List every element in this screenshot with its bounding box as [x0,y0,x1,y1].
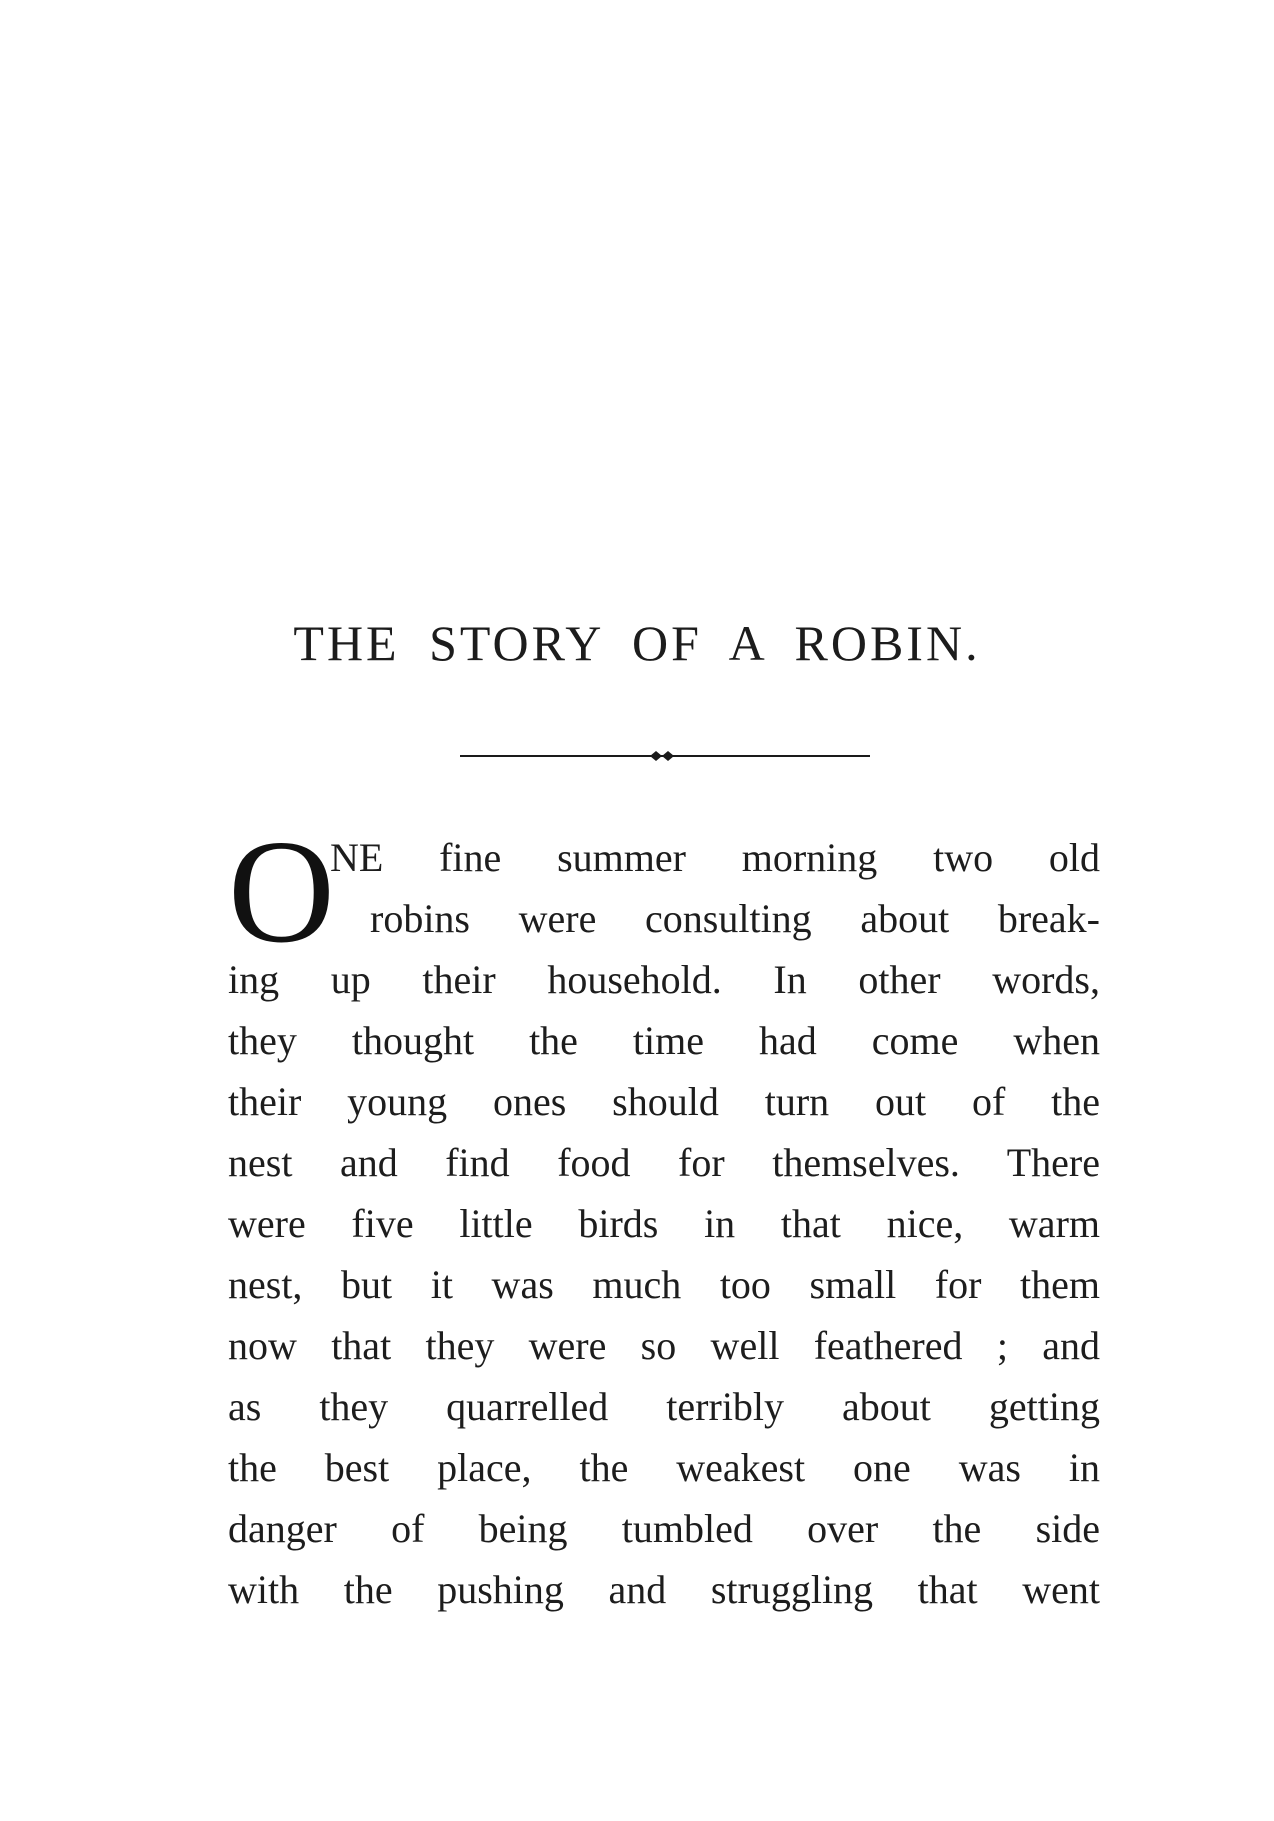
text-line-13: with the pushing and struggling that went [228,1567,1100,1612]
text-line-9: now that they were so well feathered ; and [228,1323,1100,1368]
text-line-11: the best place, the weakest one was in [228,1445,1100,1490]
text-line-3: ing up their household. In other words, [228,957,1100,1002]
ornamental-divider [460,749,870,763]
text-line-10: as they quarrelled terribly about getting [228,1384,1100,1429]
text-line-12: danger of being tumbled over the side [228,1506,1100,1551]
text-line-4: they thought the time had come when [228,1018,1100,1063]
text-line-7: were five little birds in that nice, warm [228,1201,1100,1246]
chapter-title: THE STORY OF A ROBIN. [293,615,981,671]
text-line-2: robins were consulting about break- [370,896,1100,941]
text-line-5: their young ones should turn out of the [228,1079,1100,1124]
text-line-6: nest and find food for themselves. There [228,1140,1100,1185]
text-line-1: NE fine summer morning two old [330,835,1100,880]
text-line-8: nest, but it was much too small for them [228,1262,1100,1307]
drop-cap-letter: O [228,810,335,974]
